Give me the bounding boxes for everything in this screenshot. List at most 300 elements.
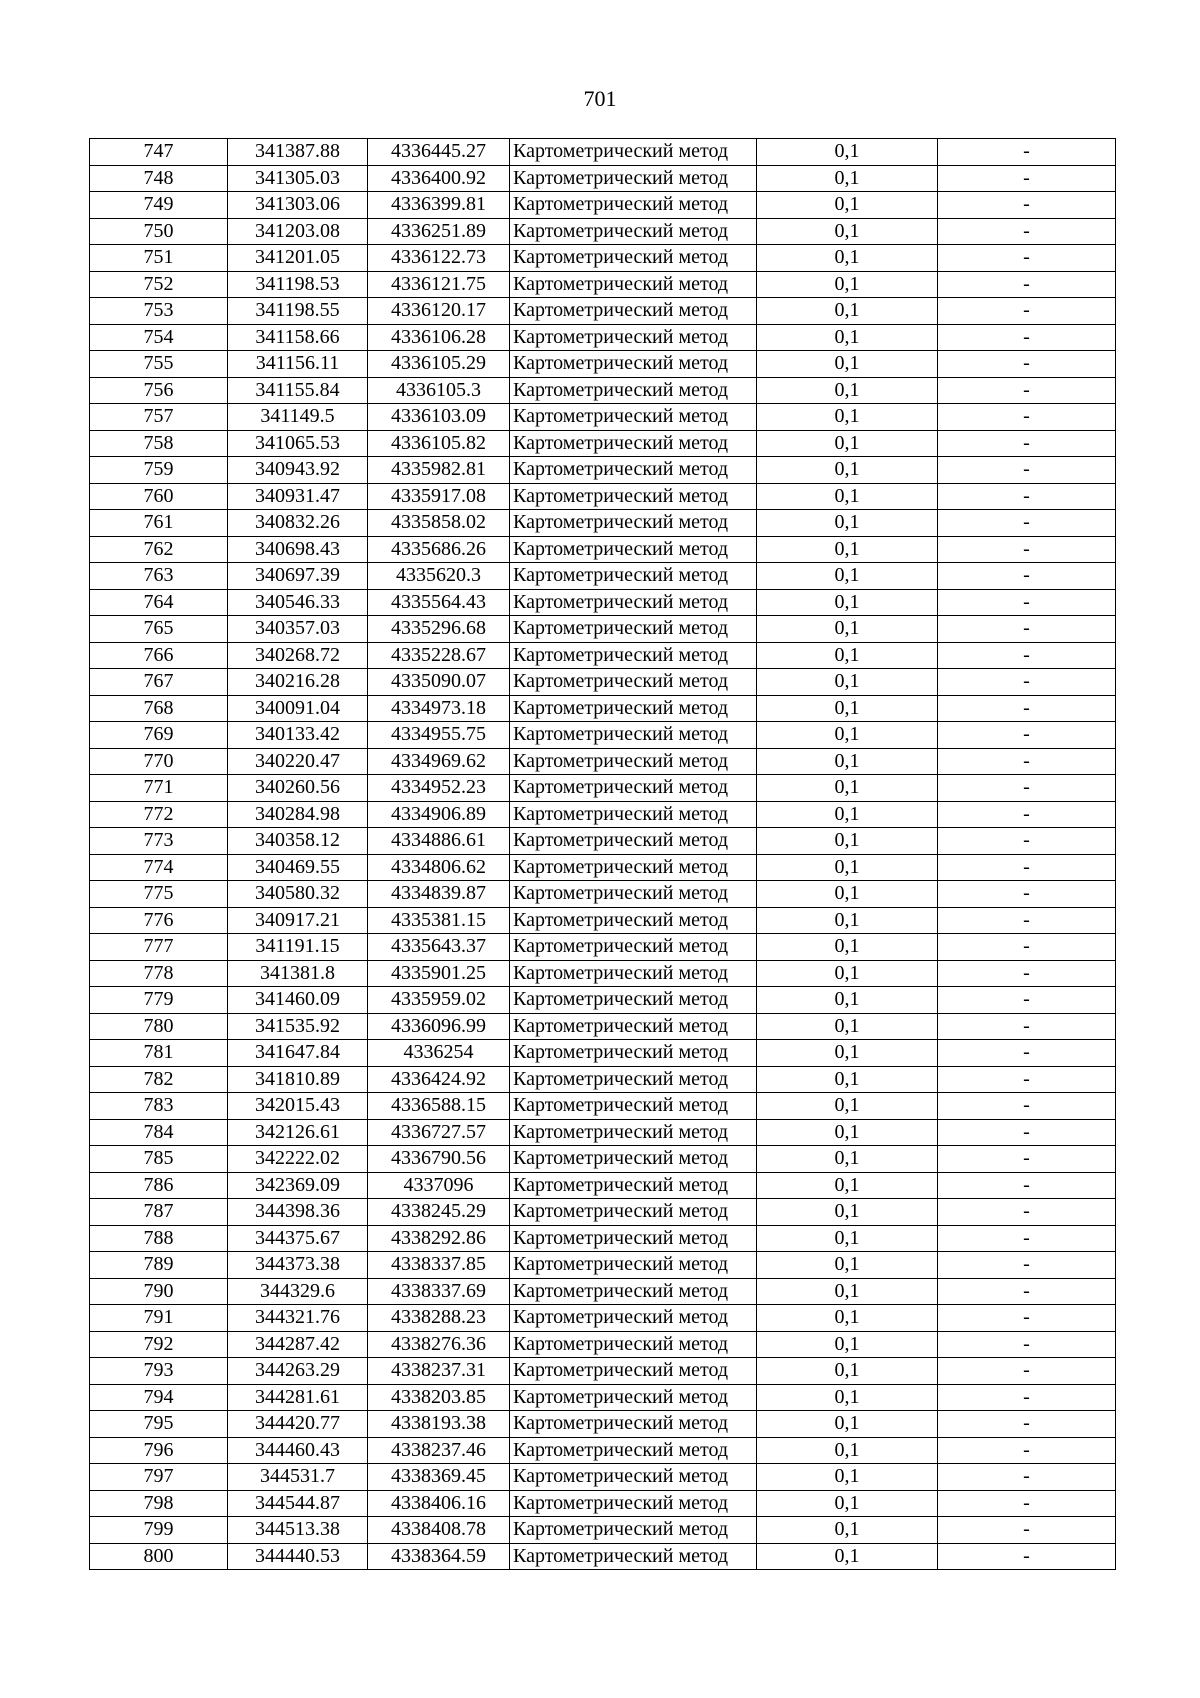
table-row: [90, 775, 1116, 802]
accuracy-cell: 0,1: [757, 1437, 938, 1464]
dash-cell: -: [938, 1437, 1116, 1464]
y-coordinate-cell: 4335090.07: [368, 669, 510, 696]
method-cell: Картометрический метод: [510, 1358, 757, 1385]
dash-cell: -: [938, 139, 1116, 166]
dash-cell: -: [938, 563, 1116, 590]
y-coordinate-cell: 4336105.29: [368, 351, 510, 378]
table-row: [90, 854, 1116, 881]
method-cell: Картометрический метод: [510, 828, 757, 855]
accuracy-cell: 0,1: [757, 1358, 938, 1385]
point-number-cell: 797: [90, 1464, 228, 1491]
accuracy-cell: 0,1: [757, 1305, 938, 1332]
table-row: [90, 245, 1116, 272]
accuracy-cell: 0,1: [757, 1225, 938, 1252]
method-cell: Картометрический метод: [510, 1119, 757, 1146]
accuracy-cell: 0,1: [757, 775, 938, 802]
x-coordinate-cell: 344263.29: [228, 1358, 368, 1385]
method-cell: Картометрический метод: [510, 1013, 757, 1040]
table-row: [90, 1172, 1116, 1199]
x-coordinate-cell: 340697.39: [228, 563, 368, 590]
accuracy-cell: 0,1: [757, 192, 938, 219]
accuracy-cell: 0,1: [757, 1464, 938, 1491]
y-coordinate-cell: 4334906.89: [368, 801, 510, 828]
x-coordinate-cell: 341810.89: [228, 1066, 368, 1093]
y-coordinate-cell: 4338237.31: [368, 1358, 510, 1385]
method-cell: Картометрический метод: [510, 563, 757, 590]
point-number-cell: 779: [90, 987, 228, 1014]
dash-cell: -: [938, 165, 1116, 192]
method-cell: Картометрический метод: [510, 139, 757, 166]
point-number-cell: 769: [90, 722, 228, 749]
y-coordinate-cell: 4334886.61: [368, 828, 510, 855]
method-cell: Картометрический метод: [510, 960, 757, 987]
dash-cell: -: [938, 271, 1116, 298]
point-number-cell: 771: [90, 775, 228, 802]
x-coordinate-cell: 344287.42: [228, 1331, 368, 1358]
dash-cell: -: [938, 1331, 1116, 1358]
dash-cell: -: [938, 1066, 1116, 1093]
x-coordinate-cell: 344544.87: [228, 1490, 368, 1517]
table-row: [90, 1517, 1116, 1544]
y-coordinate-cell: 4336122.73: [368, 245, 510, 272]
y-coordinate-cell: 4336588.15: [368, 1093, 510, 1120]
y-coordinate-cell: 4338203.85: [368, 1384, 510, 1411]
dash-cell: -: [938, 324, 1116, 351]
table-row: [90, 1278, 1116, 1305]
table-row: [90, 1093, 1116, 1120]
point-number-cell: 755: [90, 351, 228, 378]
method-cell: Картометрический метод: [510, 987, 757, 1014]
point-number-cell: 759: [90, 457, 228, 484]
y-coordinate-cell: 4334806.62: [368, 854, 510, 881]
y-coordinate-cell: 4335982.81: [368, 457, 510, 484]
table-row: [90, 960, 1116, 987]
table-row: [90, 1119, 1116, 1146]
point-number-cell: 786: [90, 1172, 228, 1199]
method-cell: Картометрический метод: [510, 430, 757, 457]
page-number: 701: [583, 86, 617, 111]
point-number-cell: 785: [90, 1146, 228, 1173]
point-number-cell: 766: [90, 642, 228, 669]
accuracy-cell: 0,1: [757, 483, 938, 510]
table-row: [90, 669, 1116, 696]
accuracy-cell: 0,1: [757, 245, 938, 272]
accuracy-cell: 0,1: [757, 1040, 938, 1067]
point-number-cell: 748: [90, 165, 228, 192]
table-row: [90, 987, 1116, 1014]
method-cell: Картометрический метод: [510, 351, 757, 378]
table-row: [90, 1437, 1116, 1464]
accuracy-cell: 0,1: [757, 536, 938, 563]
accuracy-cell: 0,1: [757, 881, 938, 908]
y-coordinate-cell: 4334969.62: [368, 748, 510, 775]
table-row: [90, 881, 1116, 908]
y-coordinate-cell: 4336445.27: [368, 139, 510, 166]
x-coordinate-cell: 344420.77: [228, 1411, 368, 1438]
table-row: [90, 748, 1116, 775]
y-coordinate-cell: 4338408.78: [368, 1517, 510, 1544]
point-number-cell: 796: [90, 1437, 228, 1464]
point-number-cell: 772: [90, 801, 228, 828]
table-row: [90, 1066, 1116, 1093]
y-coordinate-cell: 4338193.38: [368, 1411, 510, 1438]
dash-cell: -: [938, 377, 1116, 404]
x-coordinate-cell: 340358.12: [228, 828, 368, 855]
accuracy-cell: 0,1: [757, 218, 938, 245]
y-coordinate-cell: 4338337.85: [368, 1252, 510, 1279]
accuracy-cell: 0,1: [757, 1331, 938, 1358]
x-coordinate-cell: 340220.47: [228, 748, 368, 775]
y-coordinate-cell: 4336121.75: [368, 271, 510, 298]
x-coordinate-cell: 340580.32: [228, 881, 368, 908]
accuracy-cell: 0,1: [757, 854, 938, 881]
point-number-cell: 747: [90, 139, 228, 166]
dash-cell: -: [938, 430, 1116, 457]
dash-cell: -: [938, 1543, 1116, 1570]
x-coordinate-cell: 341158.66: [228, 324, 368, 351]
y-coordinate-cell: 4335901.25: [368, 960, 510, 987]
accuracy-cell: 0,1: [757, 1172, 938, 1199]
y-coordinate-cell: 4335228.67: [368, 642, 510, 669]
point-number-cell: 776: [90, 907, 228, 934]
x-coordinate-cell: 340931.47: [228, 483, 368, 510]
method-cell: Картометрический метод: [510, 1464, 757, 1491]
y-coordinate-cell: 4335917.08: [368, 483, 510, 510]
y-coordinate-cell: 4336105.3: [368, 377, 510, 404]
y-coordinate-cell: 4338245.29: [368, 1199, 510, 1226]
method-cell: Картометрический метод: [510, 165, 757, 192]
x-coordinate-cell: 344398.36: [228, 1199, 368, 1226]
point-number-cell: 781: [90, 1040, 228, 1067]
y-coordinate-cell: 4336727.57: [368, 1119, 510, 1146]
point-number-cell: 778: [90, 960, 228, 987]
table-row: [90, 192, 1116, 219]
point-number-cell: 756: [90, 377, 228, 404]
x-coordinate-cell: 340698.43: [228, 536, 368, 563]
method-cell: Картометрический метод: [510, 483, 757, 510]
y-coordinate-cell: 4335686.26: [368, 536, 510, 563]
point-number-cell: 775: [90, 881, 228, 908]
method-cell: Картометрический метод: [510, 1437, 757, 1464]
x-coordinate-cell: 344440.53: [228, 1543, 368, 1570]
y-coordinate-cell: 4338369.45: [368, 1464, 510, 1491]
point-number-cell: 751: [90, 245, 228, 272]
y-coordinate-cell: 4335643.37: [368, 934, 510, 961]
dash-cell: -: [938, 775, 1116, 802]
accuracy-cell: 0,1: [757, 1199, 938, 1226]
table-row: [90, 165, 1116, 192]
dash-cell: -: [938, 1358, 1116, 1385]
table-row: [90, 1384, 1116, 1411]
accuracy-cell: 0,1: [757, 1146, 938, 1173]
point-number-cell: 761: [90, 510, 228, 537]
point-number-cell: 792: [90, 1331, 228, 1358]
table-row: [90, 1013, 1116, 1040]
y-coordinate-cell: 4335296.68: [368, 616, 510, 643]
point-number-cell: 788: [90, 1225, 228, 1252]
y-coordinate-cell: 4334973.18: [368, 695, 510, 722]
dash-cell: -: [938, 748, 1116, 775]
point-number-cell: 750: [90, 218, 228, 245]
point-number-cell: 790: [90, 1278, 228, 1305]
accuracy-cell: 0,1: [757, 510, 938, 537]
dash-cell: -: [938, 1040, 1116, 1067]
dash-cell: -: [938, 1146, 1116, 1173]
dash-cell: -: [938, 669, 1116, 696]
y-coordinate-cell: 4334952.23: [368, 775, 510, 802]
x-coordinate-cell: 341647.84: [228, 1040, 368, 1067]
x-coordinate-cell: 344329.6: [228, 1278, 368, 1305]
table-row: [90, 298, 1116, 325]
method-cell: Картометрический метод: [510, 324, 757, 351]
method-cell: Картометрический метод: [510, 642, 757, 669]
x-coordinate-cell: 340133.42: [228, 722, 368, 749]
y-coordinate-cell: 4336790.56: [368, 1146, 510, 1173]
table-row: [90, 1252, 1116, 1279]
point-number-cell: 777: [90, 934, 228, 961]
table-row: [90, 218, 1116, 245]
x-coordinate-cell: 341198.55: [228, 298, 368, 325]
y-coordinate-cell: 4337096: [368, 1172, 510, 1199]
method-cell: Картометрический метод: [510, 245, 757, 272]
point-number-cell: 749: [90, 192, 228, 219]
dash-cell: -: [938, 1119, 1116, 1146]
method-cell: Картометрический метод: [510, 218, 757, 245]
y-coordinate-cell: 4338292.86: [368, 1225, 510, 1252]
x-coordinate-cell: 341387.88: [228, 139, 368, 166]
method-cell: Картометрический метод: [510, 669, 757, 696]
accuracy-cell: 0,1: [757, 589, 938, 616]
x-coordinate-cell: 340260.56: [228, 775, 368, 802]
y-coordinate-cell: 4335858.02: [368, 510, 510, 537]
point-number-cell: 798: [90, 1490, 228, 1517]
dash-cell: -: [938, 483, 1116, 510]
table-row: [90, 1358, 1116, 1385]
y-coordinate-cell: 4338237.46: [368, 1437, 510, 1464]
method-cell: Картометрический метод: [510, 192, 757, 219]
table-row: [90, 934, 1116, 961]
method-cell: Картометрический метод: [510, 1252, 757, 1279]
method-cell: Картометрический метод: [510, 881, 757, 908]
point-number-cell: 754: [90, 324, 228, 351]
accuracy-cell: 0,1: [757, 1384, 938, 1411]
accuracy-cell: 0,1: [757, 669, 938, 696]
point-number-cell: 765: [90, 616, 228, 643]
y-coordinate-cell: 4336251.89: [368, 218, 510, 245]
point-number-cell: 762: [90, 536, 228, 563]
dash-cell: -: [938, 1305, 1116, 1332]
x-coordinate-cell: 341203.08: [228, 218, 368, 245]
method-cell: Картометрический метод: [510, 1040, 757, 1067]
method-cell: Картометрический метод: [510, 1093, 757, 1120]
table-row: [90, 801, 1116, 828]
table-row: [90, 351, 1116, 378]
dash-cell: -: [938, 1199, 1116, 1226]
table-row: [90, 589, 1116, 616]
point-number-cell: 783: [90, 1093, 228, 1120]
y-coordinate-cell: 4334839.87: [368, 881, 510, 908]
accuracy-cell: 0,1: [757, 1278, 938, 1305]
table-row: [90, 907, 1116, 934]
method-cell: Картометрический метод: [510, 589, 757, 616]
x-coordinate-cell: 341305.03: [228, 165, 368, 192]
method-cell: Картометрический метод: [510, 271, 757, 298]
y-coordinate-cell: 4338406.16: [368, 1490, 510, 1517]
accuracy-cell: 0,1: [757, 351, 938, 378]
accuracy-cell: 0,1: [757, 934, 938, 961]
point-number-cell: 764: [90, 589, 228, 616]
dash-cell: -: [938, 1384, 1116, 1411]
method-cell: Картометрический метод: [510, 801, 757, 828]
x-coordinate-cell: 344375.67: [228, 1225, 368, 1252]
method-cell: Картометрический метод: [510, 1543, 757, 1570]
y-coordinate-cell: 4336105.82: [368, 430, 510, 457]
accuracy-cell: 0,1: [757, 139, 938, 166]
table-row: [90, 1464, 1116, 1491]
dash-cell: -: [938, 828, 1116, 855]
point-number-cell: 752: [90, 271, 228, 298]
table-row: [90, 271, 1116, 298]
dash-cell: -: [938, 218, 1116, 245]
y-coordinate-cell: 4335381.15: [368, 907, 510, 934]
accuracy-cell: 0,1: [757, 457, 938, 484]
dash-cell: -: [938, 960, 1116, 987]
point-number-cell: 780: [90, 1013, 228, 1040]
method-cell: Картометрический метод: [510, 695, 757, 722]
table-row: [90, 377, 1116, 404]
dash-cell: -: [938, 536, 1116, 563]
x-coordinate-cell: 340091.04: [228, 695, 368, 722]
method-cell: Картометрический метод: [510, 1490, 757, 1517]
method-cell: Картометрический метод: [510, 934, 757, 961]
x-coordinate-cell: 341303.06: [228, 192, 368, 219]
accuracy-cell: 0,1: [757, 1543, 938, 1570]
dash-cell: -: [938, 987, 1116, 1014]
method-cell: Картометрический метод: [510, 722, 757, 749]
dash-cell: -: [938, 1225, 1116, 1252]
accuracy-cell: 0,1: [757, 377, 938, 404]
table-row: [90, 1490, 1116, 1517]
accuracy-cell: 0,1: [757, 404, 938, 431]
x-coordinate-cell: 340357.03: [228, 616, 368, 643]
point-number-cell: 784: [90, 1119, 228, 1146]
y-coordinate-cell: 4336424.92: [368, 1066, 510, 1093]
method-cell: Картометрический метод: [510, 1331, 757, 1358]
x-coordinate-cell: 340216.28: [228, 669, 368, 696]
method-cell: Картометрический метод: [510, 298, 757, 325]
x-coordinate-cell: 342015.43: [228, 1093, 368, 1120]
y-coordinate-cell: 4338288.23: [368, 1305, 510, 1332]
accuracy-cell: 0,1: [757, 801, 938, 828]
y-coordinate-cell: 4334955.75: [368, 722, 510, 749]
point-number-cell: 782: [90, 1066, 228, 1093]
accuracy-cell: 0,1: [757, 1066, 938, 1093]
table-row: [90, 536, 1116, 563]
point-number-cell: 768: [90, 695, 228, 722]
table-row: [90, 1411, 1116, 1438]
dash-cell: -: [938, 1093, 1116, 1120]
point-number-cell: 757: [90, 404, 228, 431]
y-coordinate-cell: 4336254: [368, 1040, 510, 1067]
accuracy-cell: 0,1: [757, 563, 938, 590]
x-coordinate-cell: 342222.02: [228, 1146, 368, 1173]
x-coordinate-cell: 340943.92: [228, 457, 368, 484]
dash-cell: -: [938, 1411, 1116, 1438]
accuracy-cell: 0,1: [757, 695, 938, 722]
table-row: [90, 616, 1116, 643]
x-coordinate-cell: 341191.15: [228, 934, 368, 961]
y-coordinate-cell: 4336106.28: [368, 324, 510, 351]
method-cell: Картометрический метод: [510, 1172, 757, 1199]
dash-cell: -: [938, 1490, 1116, 1517]
accuracy-cell: 0,1: [757, 616, 938, 643]
x-coordinate-cell: 344281.61: [228, 1384, 368, 1411]
dash-cell: -: [938, 1464, 1116, 1491]
accuracy-cell: 0,1: [757, 165, 938, 192]
point-number-cell: 767: [90, 669, 228, 696]
method-cell: Картометрический метод: [510, 404, 757, 431]
table-row: [90, 1199, 1116, 1226]
table-row: [90, 1305, 1116, 1332]
method-cell: Картометрический метод: [510, 775, 757, 802]
table-row: [90, 483, 1116, 510]
x-coordinate-cell: 344321.76: [228, 1305, 368, 1332]
point-number-cell: 760: [90, 483, 228, 510]
table-row: [90, 1225, 1116, 1252]
method-cell: Картометрический метод: [510, 1199, 757, 1226]
dash-cell: -: [938, 1517, 1116, 1544]
table-row: [90, 1040, 1116, 1067]
dash-cell: -: [938, 245, 1116, 272]
method-cell: Картометрический метод: [510, 377, 757, 404]
point-number-cell: 799: [90, 1517, 228, 1544]
method-cell: Картометрический метод: [510, 1305, 757, 1332]
accuracy-cell: 0,1: [757, 907, 938, 934]
x-coordinate-cell: 341381.8: [228, 960, 368, 987]
y-coordinate-cell: 4335620.3: [368, 563, 510, 590]
method-cell: Картометрический метод: [510, 457, 757, 484]
x-coordinate-cell: 340917.21: [228, 907, 368, 934]
point-number-cell: 795: [90, 1411, 228, 1438]
point-number-cell: 770: [90, 748, 228, 775]
table-row: [90, 642, 1116, 669]
x-coordinate-cell: 344460.43: [228, 1437, 368, 1464]
table-row: [90, 1543, 1116, 1570]
point-number-cell: 793: [90, 1358, 228, 1385]
method-cell: Картометрический метод: [510, 1146, 757, 1173]
x-coordinate-cell: 340546.33: [228, 589, 368, 616]
method-cell: Картометрический метод: [510, 854, 757, 881]
method-cell: Картометрический метод: [510, 907, 757, 934]
table-row: [90, 722, 1116, 749]
accuracy-cell: 0,1: [757, 642, 938, 669]
method-cell: Картометрический метод: [510, 1225, 757, 1252]
table-row: [90, 139, 1116, 166]
method-cell: Картометрический метод: [510, 1517, 757, 1544]
y-coordinate-cell: 4336096.99: [368, 1013, 510, 1040]
accuracy-cell: 0,1: [757, 1252, 938, 1279]
x-coordinate-cell: 341156.11: [228, 351, 368, 378]
x-coordinate-cell: 344531.7: [228, 1464, 368, 1491]
x-coordinate-cell: 341201.05: [228, 245, 368, 272]
dash-cell: -: [938, 589, 1116, 616]
x-coordinate-cell: 341535.92: [228, 1013, 368, 1040]
dash-cell: -: [938, 907, 1116, 934]
y-coordinate-cell: 4338337.69: [368, 1278, 510, 1305]
x-coordinate-cell: 341460.09: [228, 987, 368, 1014]
point-number-cell: 789: [90, 1252, 228, 1279]
x-coordinate-cell: 340469.55: [228, 854, 368, 881]
